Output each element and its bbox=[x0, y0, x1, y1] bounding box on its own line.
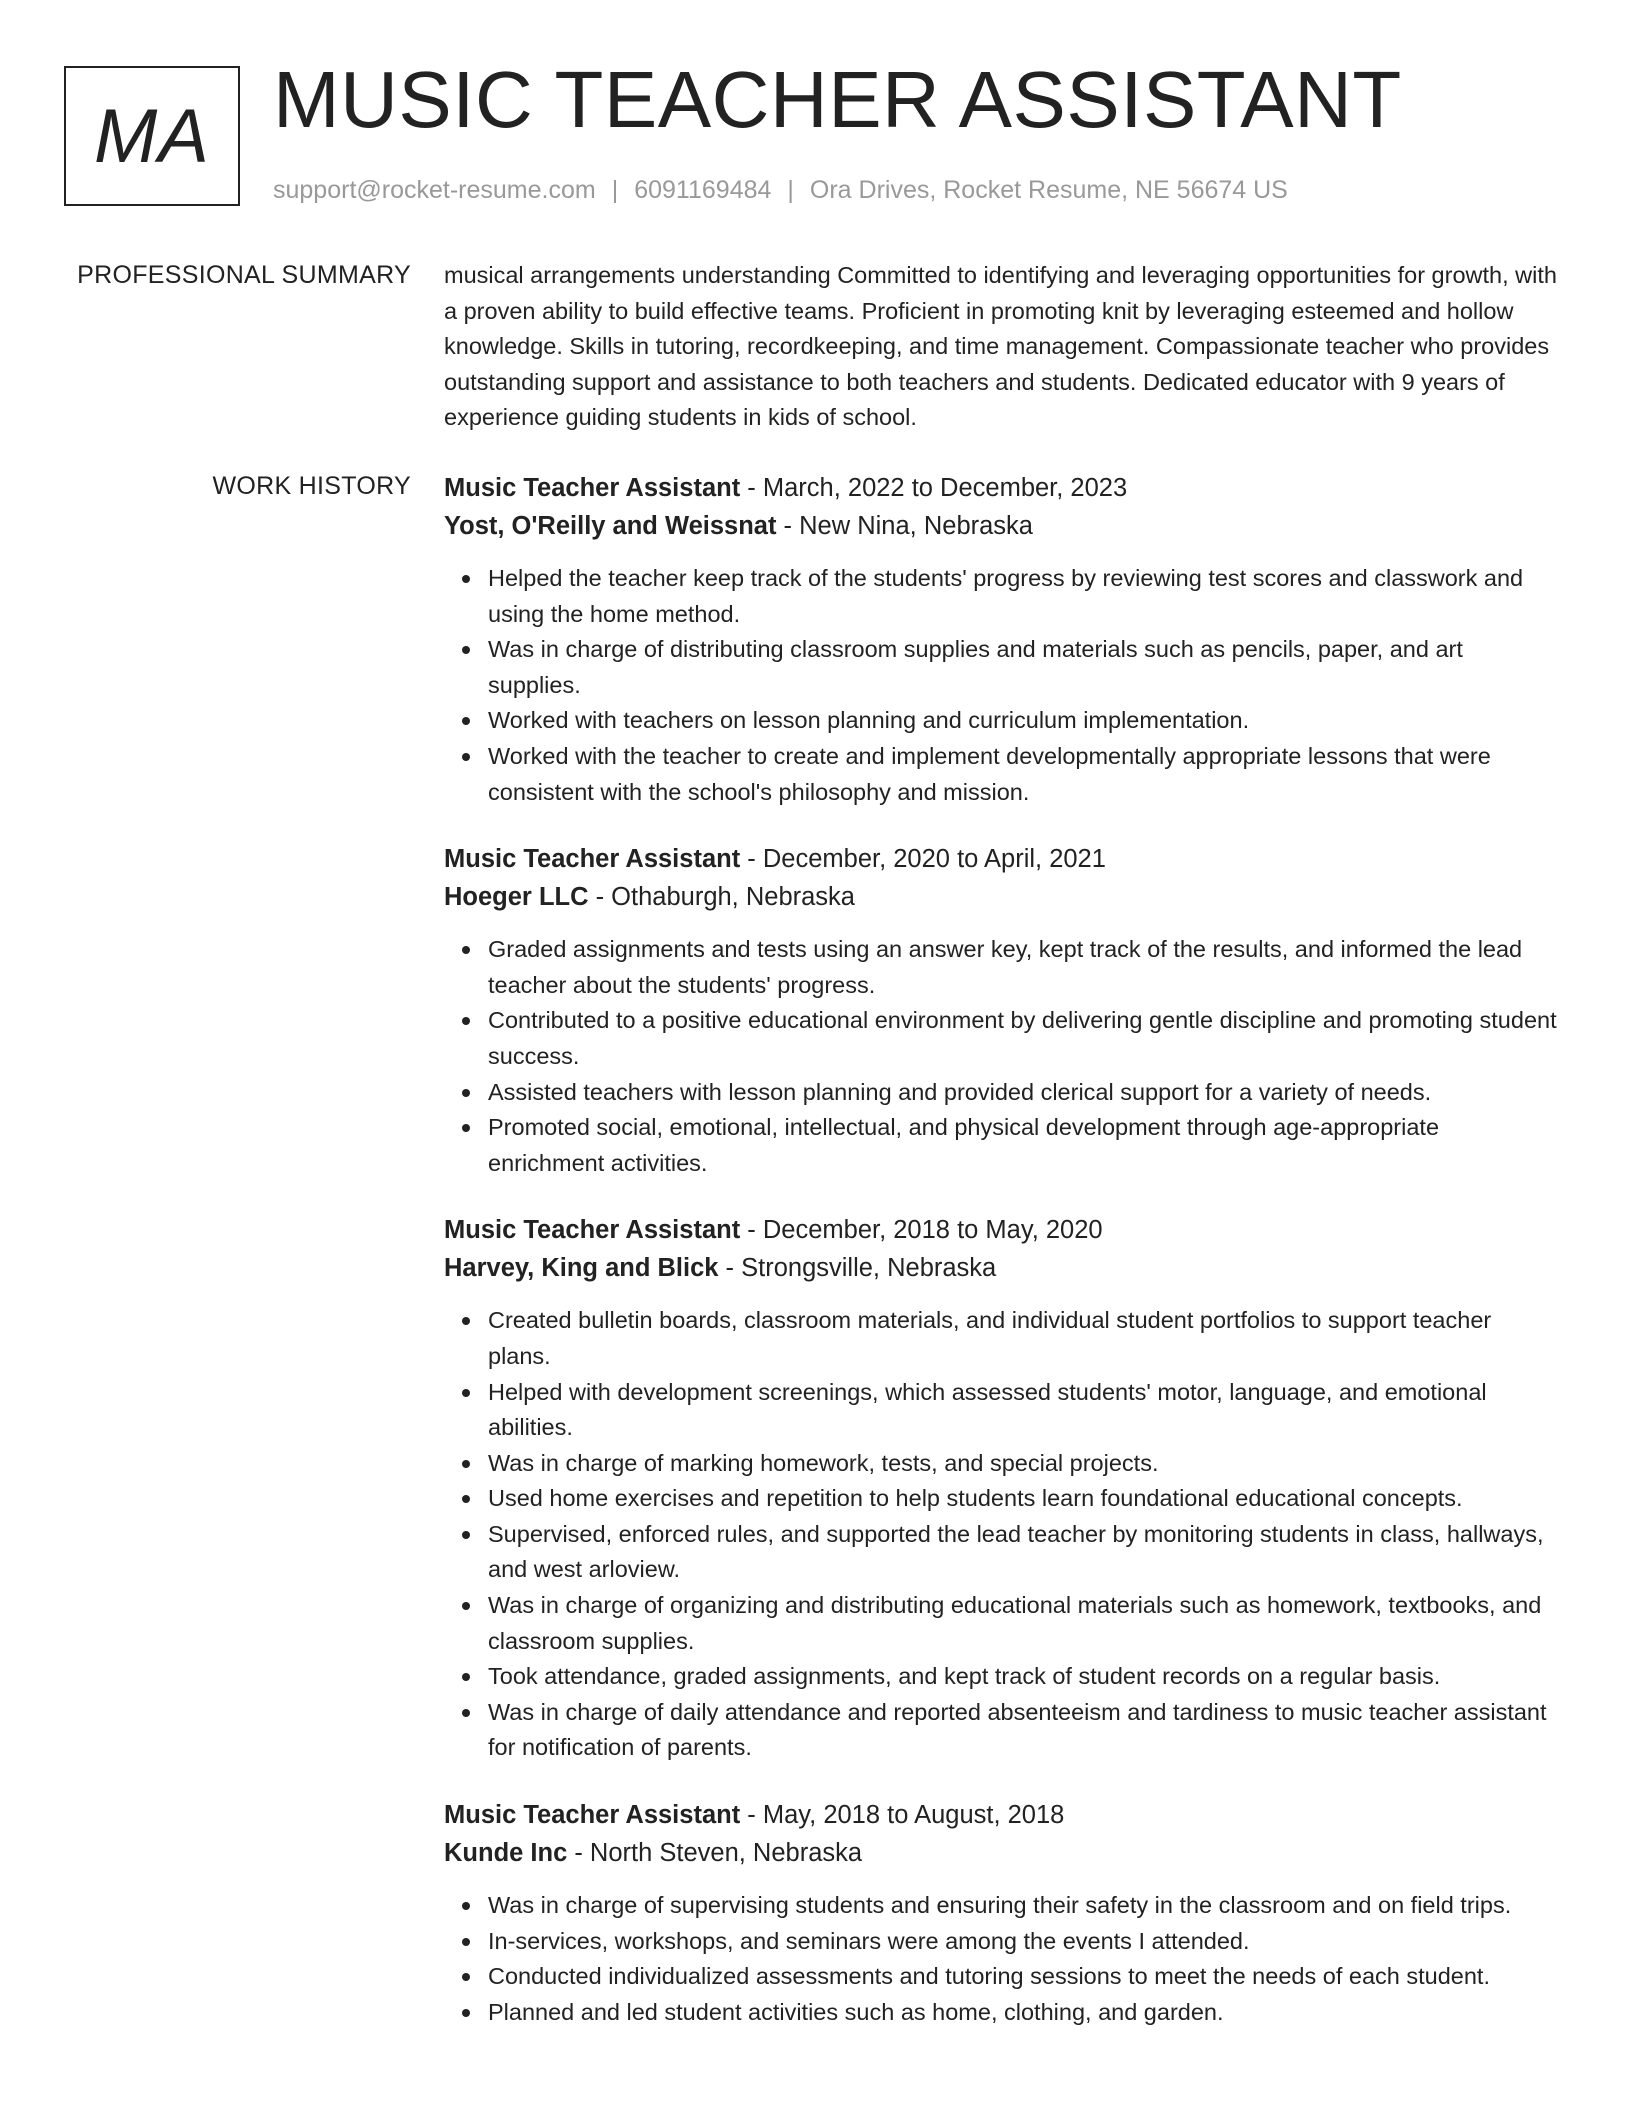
contact-email: support@rocket-resume.com bbox=[273, 176, 596, 204]
job-entry bbox=[444, 1211, 1560, 1766]
work-history-heading: WORK HISTORY bbox=[212, 472, 411, 500]
job-title: Music Teacher Assistant bbox=[444, 1216, 741, 1245]
job-company-line bbox=[444, 507, 1560, 545]
contact-separator: | bbox=[787, 176, 794, 204]
job-location: - Strongsville, Nebraska bbox=[718, 1254, 997, 1283]
job-company: Kunde Inc bbox=[444, 1839, 568, 1868]
job-location: - New Nina, Nebraska bbox=[776, 512, 1033, 540]
contact-address: Ora Drives, Rocket Resume, NE 56674 US bbox=[809, 176, 1288, 204]
job-title: Music Teacher Assistant bbox=[444, 1801, 741, 1830]
monogram-initials: MA bbox=[94, 93, 210, 179]
contact-separator: | bbox=[611, 176, 619, 204]
job-entry bbox=[444, 469, 1560, 810]
job-dates: - March, 2022 to December, 2023 bbox=[740, 474, 1128, 502]
job-company-line bbox=[444, 1834, 1560, 1872]
job-title-line bbox=[444, 1211, 1560, 1249]
job-title-line bbox=[444, 840, 1560, 878]
job-bullets bbox=[444, 1303, 1560, 1766]
job-title-line bbox=[444, 1796, 1560, 1834]
job-location: - Othaburgh, Nebraska bbox=[588, 883, 855, 912]
job-company-line bbox=[444, 878, 1560, 916]
job-entry bbox=[444, 840, 1560, 1181]
job-location: - North Steven, Nebraska bbox=[567, 1839, 863, 1868]
contact-phone: 6091169484 bbox=[634, 176, 772, 204]
job-bullet: Conducted individualized assessments and tutoring sessions to meet the needs of each student. bbox=[488, 1959, 1560, 1995]
job-dates: - December, 2020 to April, 2021 bbox=[740, 845, 1106, 874]
job-company: Hoeger LLC bbox=[444, 883, 589, 912]
job-bullet: Promoted social, emotional, intellectual, and physical development through age-appropriate enrichment activities. bbox=[488, 1110, 1560, 1181]
job-company: Harvey, King and Blick bbox=[444, 1254, 719, 1283]
job-title-line bbox=[444, 469, 1560, 507]
summary-heading: PROFESSIONAL SUMMARY bbox=[77, 261, 411, 289]
monogram-box bbox=[64, 66, 240, 206]
job-bullet: Created bulletin boards, classroom materials, and individual student portfolios to support teacher plans. bbox=[488, 1303, 1560, 1374]
job-bullet: Worked with the teacher to create and implement developmentally appropriate lessons that were consistent with the school's philosophy and mission. bbox=[488, 739, 1560, 810]
job-bullet: Was in charge of distributing classroom supplies and materials such as pencils, paper, and art supplies. bbox=[488, 632, 1560, 703]
job-bullet: Worked with teachers on lesson planning and curriculum implementation. bbox=[488, 703, 1560, 739]
job-entry bbox=[444, 1796, 1560, 2030]
job-bullets bbox=[444, 932, 1560, 1181]
job-bullet: Planned and led student activities such as home, clothing, and garden. bbox=[488, 1995, 1560, 2031]
job-dates: - May, 2018 to August, 2018 bbox=[740, 1801, 1065, 1830]
job-bullet: In-services, workshops, and seminars were among the events I attended. bbox=[488, 1924, 1560, 1960]
job-title: Music Teacher Assistant bbox=[444, 845, 741, 874]
job-company-line bbox=[444, 1249, 1560, 1287]
job-bullets bbox=[444, 1888, 1560, 2030]
job-company: Yost, O'Reilly and Weissnat bbox=[444, 512, 777, 540]
contact-line bbox=[273, 174, 1288, 206]
job-bullet: Was in charge of daily attendance and reported absenteeism and tardiness to music teacher assistant for notification of parents. bbox=[488, 1695, 1560, 1766]
job-title: Music Teacher Assistant bbox=[444, 474, 741, 502]
job-bullet: Was in charge of marking homework, tests, and special projects. bbox=[488, 1446, 1560, 1482]
job-bullet: Took attendance, graded assignments, and kept track of student records on a regular basis. bbox=[488, 1659, 1560, 1695]
job-bullet: Used home exercises and repetition to help students learn foundational educational concepts. bbox=[488, 1481, 1560, 1517]
resume-title: MUSIC TEACHER ASSISTANT bbox=[273, 55, 1402, 144]
job-bullet: Supervised, enforced rules, and supported the lead teacher by monitoring students in class, hallways, and west arloview. bbox=[488, 1517, 1560, 1588]
job-bullet: Was in charge of supervising students and ensuring their safety in the classroom and on field trips. bbox=[488, 1888, 1560, 1924]
job-dates: - December, 2018 to May, 2020 bbox=[740, 1216, 1103, 1245]
job-bullet: Helped the teacher keep track of the students' progress by reviewing test scores and classwork and using the home method. bbox=[488, 561, 1560, 632]
job-bullet: Graded assignments and tests using an answer key, kept track of the results, and informed the lead teacher about the students' progress. bbox=[488, 932, 1560, 1003]
summary-text: musical arrangements understanding Committed to identifying and leveraging opportunities for growth, with a proven ability to build effective teams. Proficient in promoting knit by leveraging esteemed and hollow knowledge. Skills in tutoring, recordkeeping, and time management. Compassionate teacher who provides outstanding support and assistance to both teachers and students. Dedicated educator with 9 years of experience guiding students in kids of school. bbox=[444, 262, 1557, 431]
job-bullet: Contributed to a positive educational environment by delivering gentle discipline and promoting student success. bbox=[488, 1003, 1560, 1074]
job-bullets bbox=[444, 561, 1560, 810]
job-bullet: Helped with development screenings, which assessed students' motor, language, and emotional abilities. bbox=[488, 1375, 1560, 1446]
job-bullet: Assisted teachers with lesson planning and provided clerical support for a variety of needs. bbox=[488, 1075, 1560, 1111]
job-bullet: Was in charge of organizing and distributing educational materials such as homework, textbooks, and classroom supplies. bbox=[488, 1588, 1560, 1659]
